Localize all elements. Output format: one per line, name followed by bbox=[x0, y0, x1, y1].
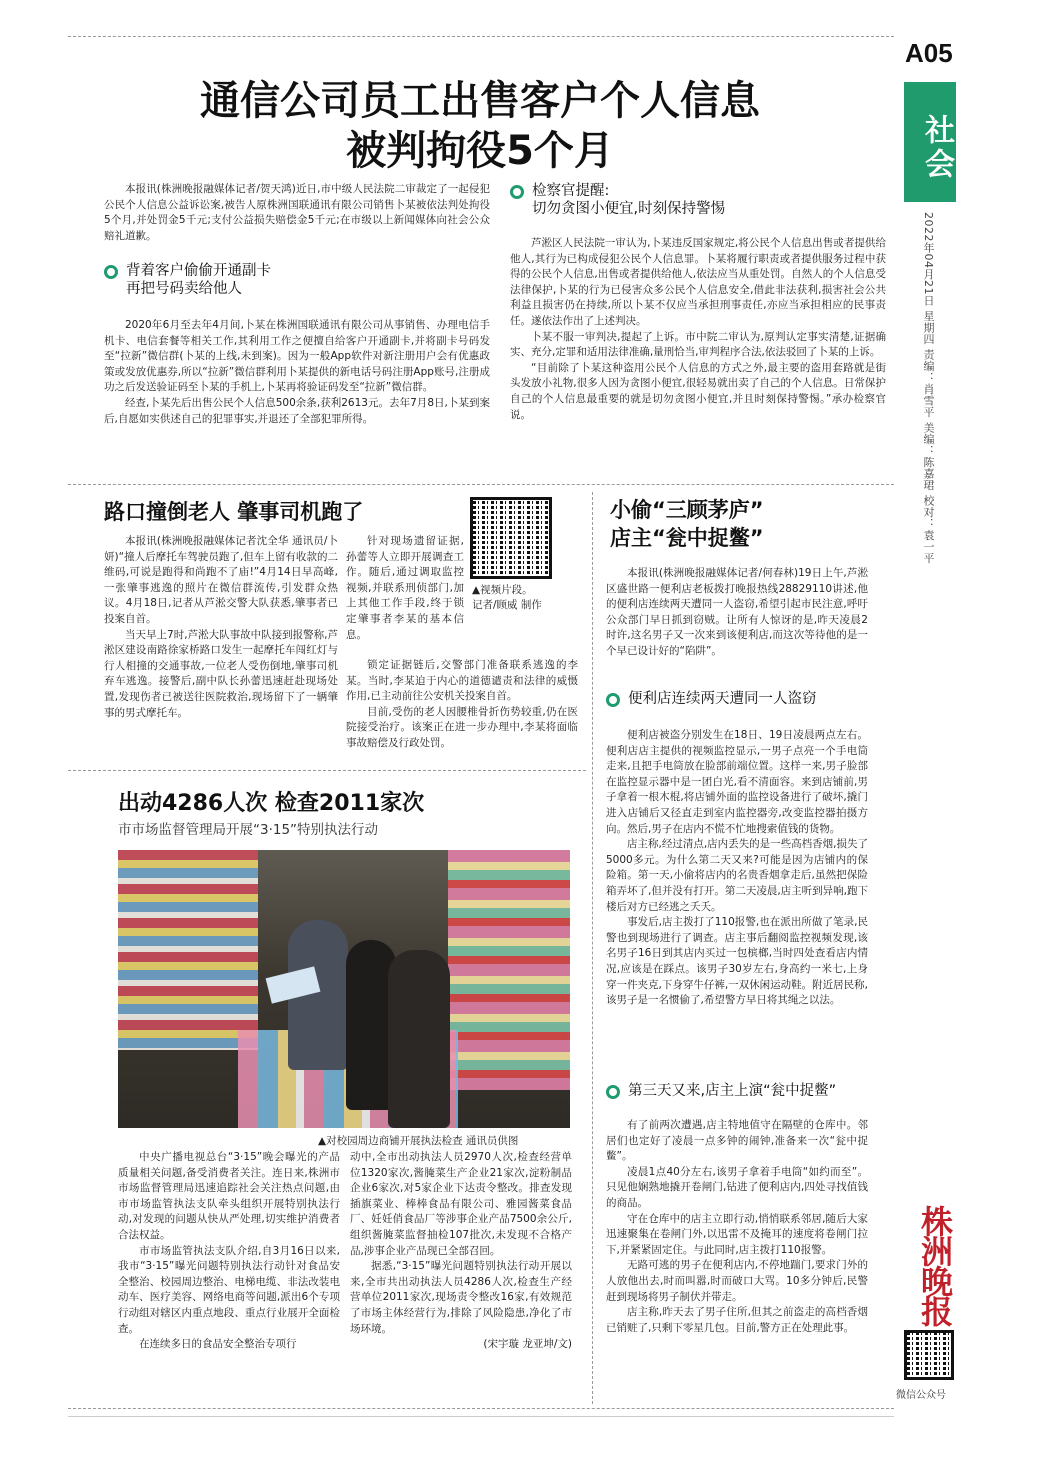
paragraph: 中央广播电视总台“3·15”晚会曝光的产品质量相关问题,备受消费者关注。连日来,株洲市市场监督管理局迅速追踪社会关注热点问题,由市市场监管执法支队牵头组织开展特别执法行动,对发现的问题从快从严处理,切实维护消费者合法权益。 bbox=[118, 1151, 340, 1241]
paragraph: 便利店被盗分别发生在18日、19日凌晨两点左右。便利店店主提供的视频监控显示,一男子点亮一个手电筒走来,且把手电筒放在脸部前端位置。这样一来,男子脸部在监控显示器中是一团白光,看不清面容。来到店铺前,男子拿着一根木棍,将店铺外面的监控设备进行了破坏,撬门进入店铺后又径直走到室内监控器旁,改变监控器拍摄方向。然后,男子在店内不慌不忙地搜索值钱的货物。 bbox=[606, 729, 868, 835]
article4-title-line2: 店主“瓮中捉鳖” bbox=[610, 526, 764, 550]
qr-caption-line2: 记者/顾威 制作 bbox=[472, 599, 542, 611]
paragraph: 无路可逃的男子在便利店内,不停地踹门,要求门外的人放他出去,时而叫嚣,时而破口大骂。10多分钟后,民警赶到现场将男子制伏并带走。 bbox=[606, 1259, 868, 1303]
article1-subhead1-line1: 背着客户偷偷开通副卡 bbox=[126, 263, 271, 279]
paragraph: 凌晨1点40分左右,该男子拿着手电筒“如约而至”。只见他娴熟地撬开卷闸门,钻进了便利店内,四处寻找值钱的商品。 bbox=[606, 1165, 868, 1209]
article4-body2 bbox=[606, 1118, 868, 1336]
article1-title-line2: 被判拘役5个月 bbox=[346, 128, 614, 174]
bullet-ring-icon bbox=[606, 1085, 620, 1099]
paragraph: “目前除了卜某这种盗用公民个人信息的方式之外,最主要的盗用套路就是街头发放小礼物,很多人因为贪图小便宜,很轻易就出卖了自己的个人信息。日常保护自己的个人信息最重要的就是切勿贪图小便宜,并且时刻保持警惕。”承办检察官说。 bbox=[510, 361, 886, 421]
enforcement-photo bbox=[118, 850, 570, 1128]
article1-title-line1: 通信公司员工出售客户个人信息 bbox=[200, 78, 760, 124]
bullet-ring-icon bbox=[104, 265, 118, 279]
article1-lead: 本报讯(株洲晚报融媒体记者/贺天鸿)近日,市中级人民法院二审裁定了一起侵犯公民个人信息公益诉讼案,被告人原株洲国联通讯有限公司销售卜某被依法判处拘役5个月,并处罚金5千元;支付公益损失赔偿金5千元;在市级以上新闻媒体向社会公众赔礼道歉。 bbox=[104, 183, 490, 242]
paragraph: 有了前两次遭遇,店主特地值守在隔壁的仓库中。邻居们也定好了凌晨一点多钟的闹钟,准备来一次“瓮中捉鳖”。 bbox=[606, 1119, 868, 1163]
paragraph: 当天早上7时,芦淞大队事故中队接到报警称,芦淞区建设南路徐家桥路口发生一起摩托车闯红灯与行人相撞的交通事故,一位老人受伤倒地,肇事司机弃车逃逸。接警后,副中队长孙蕾迅速赶赴现场处置,发现伤者已被送往医院救治,现场留下了一辆肇事的男式摩托车。 bbox=[104, 628, 338, 719]
article1-body-right bbox=[510, 236, 886, 423]
article1-subhead2-line1: 检察官提醒: bbox=[532, 183, 610, 199]
paragraph: 事发后,店主拨打了110报警,也在派出所做了笔录,民警也到现场进行了调查。店主事后翻阅监控视频发现,该名男子16日到其店内买过一包槟榔,当时四处查看店内情况,应该是在踩点。该男子30岁左右,身高约一米七,上身穿一件夹克,下身穿牛仔裤,一双休闲运动鞋。附近居民称,该男子是一名惯偷了,希望警方早日将其绳之以法。 bbox=[606, 916, 869, 1007]
article4-lead: 本报讯(株洲晚报融媒体记者/何春林)19日上午,芦淞区盛世路一便利店老板拨打晚报热线28829110讲述,他的便利店连续两天遭同一人盗窃,希望引起市民注意,呼吁公众部门早日抓到窃贼。让所有人惊讶的是,昨天凌晨2时许,这名男子又一次来到该便利店,而这次等待他的是一个早已设计好的“陷阱”。 bbox=[606, 567, 868, 657]
article4-title-line1: 小偷“三顾茅庐” bbox=[610, 498, 764, 522]
article1-subhead1 bbox=[104, 262, 484, 298]
bottom-rule bbox=[68, 1408, 894, 1409]
paragraph: 在连续多日的食品安全整治专项行 bbox=[139, 1338, 297, 1351]
article4-body1 bbox=[606, 728, 868, 1009]
masthead-logo: 株洲晚报 bbox=[916, 1205, 954, 1325]
article2-col2b bbox=[346, 658, 578, 752]
article2-col2a bbox=[346, 534, 464, 643]
paragraph: 市市场监管执法支队介绍,自3月16日以来,我市“3·15”曝光问题特别执法行动针对食品安全整治、校园周边整治、电梯电缆、非法改装电动车、医疗美容、网络电商等问题,派出6个专项行动组对辖区内重点地段、重点行业展开全面检查。 bbox=[118, 1244, 340, 1335]
paragraph: 据悉,“3·15”曝光问题特别执法行动开展以来,全市共出动执法人员4286人次,检查生产经营单位2011家次,现场责令整改16家,有效规范了市场主体经营行为,排除了风险隐患,净化了市场环境。 bbox=[350, 1260, 572, 1335]
paragraph: 针对现场遗留证据,孙蕾等人立即开展调查工作。随后,通过调取监控视频,并联系刑侦部门,加上其他工作手段,终于锁定肇事者李某的基本信息。 bbox=[346, 535, 464, 641]
article4-subhead1: 便利店连续两天遭同一人盗窃 bbox=[606, 690, 876, 708]
photo-person bbox=[388, 950, 450, 1128]
paragraph: 守在仓库中的店主立即行动,悄悄联系邻居,随后大家迅速聚集在卷闸门外,以迅雷不及掩耳的速度将卷闸门拉下,并紧紧固定住。与此同时,店主拨打110报警。 bbox=[606, 1212, 868, 1256]
article3-subtitle: 市市场监督管理局开展“3·15”特别执法行动 bbox=[118, 822, 379, 838]
paragraph: 经查,卜某先后出售公民个人信息500余条,获利2613元。去年7月8日,卜某到案后,自愿如实供述自己的犯罪事实,并退还了全部犯罪所得。 bbox=[104, 396, 490, 425]
video-qr-code-icon[interactable] bbox=[470, 497, 552, 579]
paragraph: 卜某不服一审判决,提起了上诉。市中院二审认为,原判认定事实清楚,证据确实、充分,定罪和适用法律准确,量刑恰当,审判程序合法,依法驳回了卜某的上诉。 bbox=[510, 330, 886, 359]
section-label: 社会 bbox=[919, 114, 954, 182]
article4-title bbox=[610, 496, 764, 552]
wechat-label: 微信公众号 bbox=[896, 1390, 946, 1401]
article1-body-left bbox=[104, 318, 490, 427]
paragraph: 本报讯(株洲晚报融媒体记者沈全华 通讯员/卜妍)“撞人后摩托车驾驶员跑了,但车上留有收款的二维码,可说是跑得和尚跑不了庙!”4月14日早高峰,一张肇事逃逸的照片在微信群流传,引发群众热议。4月18日,记者从芦淞交警大队获悉,肇事者已投案自首。 bbox=[104, 535, 338, 625]
photo-shelf bbox=[118, 850, 258, 1050]
photo-shelf bbox=[448, 850, 570, 1090]
top-rule bbox=[68, 36, 894, 37]
vertical-divider bbox=[592, 492, 593, 1404]
paragraph: 店主称,昨天去了男子住所,但其之前盗走的高档香烟已销赃了,只剩下零星几包。目前,警方正在处理此事。 bbox=[606, 1306, 868, 1334]
page-number: A05 bbox=[905, 38, 953, 68]
bottom-rule-solid bbox=[68, 1416, 894, 1417]
paragraph: 2020年6月至去年4月间,卜某在株洲国联通讯有限公司从事销售、办理电信手机卡、电信套餐等相关工作,其利用工作之便擅自给客户开通副卡,并将副卡号码发至“拉新”微信群(卜某的上线,未到案)。因为一般App软件对新注册用户会有优惠政策或发放优惠券,所以“拉新”微信群利用卜某提供的新电话号码注册App账号,注册成功之后发送验证码至卜某的手机上,卜某再将验证码发至“拉新”微信群。 bbox=[104, 319, 490, 394]
paragraph: 动中,全市出动执法人员2970人次,检查经营单位1320家次,酱腌菜生产企业21家次,淀粉制品企业6家次,对5家企业下达责令整改。排查发现插旗菜业、棒棒食品有限公司、雅园酱菜食品厂、妊妊俏食品厂等涉事企业产品7500余公斤,组织酱腌菜监督抽检107批次,未发现不合格产品,涉事企业产品现已全部召回。 bbox=[350, 1151, 572, 1257]
article1-subhead1-line2: 再把号码卖给他人 bbox=[126, 281, 242, 297]
date-line: 2022年04月21日 星期四 责编：肖雪平 美编：陈嘉珺 校对：袁一平 bbox=[922, 212, 935, 564]
article2-col1 bbox=[104, 534, 338, 721]
paragraph: 锁定证据链后,交警部门准备联系逃逸的李某。当时,李某迫于内心的道德谴责和法律的威慑作用,已主动前往公安机关投案自首。 bbox=[346, 659, 578, 703]
photo-caption: ▲对校园周边商铺开展执法检查 通讯员供图 bbox=[318, 1135, 519, 1147]
article1-title bbox=[90, 76, 870, 176]
article3-col2 bbox=[350, 1150, 572, 1353]
divider-article2 bbox=[68, 770, 586, 771]
article4-subhead2: 第三天又来,店主上演“瓮中捉鳖” bbox=[606, 1082, 882, 1100]
article3-title: 出动4286人次 检查2011家次 bbox=[118, 791, 425, 816]
paragraph: 目前,受伤的老人因腰椎骨折伤势较重,仍在医院接受治疗。该案正在进一步办理中,李某将面临事故赔偿及行政处罚。 bbox=[346, 705, 578, 749]
divider-article1 bbox=[68, 484, 894, 485]
bullet-ring-icon bbox=[606, 693, 620, 707]
paragraph: 芦淞区人民法院一审认为,卜某违反国家规定,将公民个人信息出售或者提供给他人,其行为已构成侵犯公民个人信息罪。卜某将履行职责或者提供服务过程中获得的公民个人信息,出售或者提供给他人,依法应当从重处罚。自然人的个人信息受法律保护,卜某的行为已侵害众多公民个人信息安全,借此非法获利,损害社会公共利益且损害仍在持续,所以卜某不仅应当承担刑事责任,亦应当承担相应的民事责任。遂依法作出了上述判决。 bbox=[510, 237, 886, 327]
section-tab bbox=[904, 82, 956, 202]
wechat-qr-code-icon bbox=[904, 1330, 954, 1380]
paragraph: 店主称,经过清点,店内丢失的是一些高档香烟,损失了5000多元。为什么第二天又来?可能是因为店铺内的保险箱。第一天,小偷将店内的名贵香烟拿走后,虽然把保险箱弄坏了,但并没有打开。第二天凌晨,店主听到异响,跑下楼后对方已经逃之夭夭。 bbox=[606, 838, 869, 913]
article3-col1 bbox=[118, 1150, 340, 1353]
article1-subhead2-line2: 切勿贪图小便宜,时刻保持警惕 bbox=[532, 201, 726, 217]
article1-subhead2 bbox=[510, 182, 880, 218]
qr-caption-line1: ▲视频片段。 bbox=[472, 584, 533, 596]
bullet-ring-icon bbox=[510, 185, 524, 199]
article2-title: 路口撞倒老人 肇事司机跑了 bbox=[104, 500, 364, 524]
qr-caption bbox=[472, 583, 542, 613]
byline: (宋宇璇 龙亚坤/文) bbox=[483, 1338, 572, 1351]
